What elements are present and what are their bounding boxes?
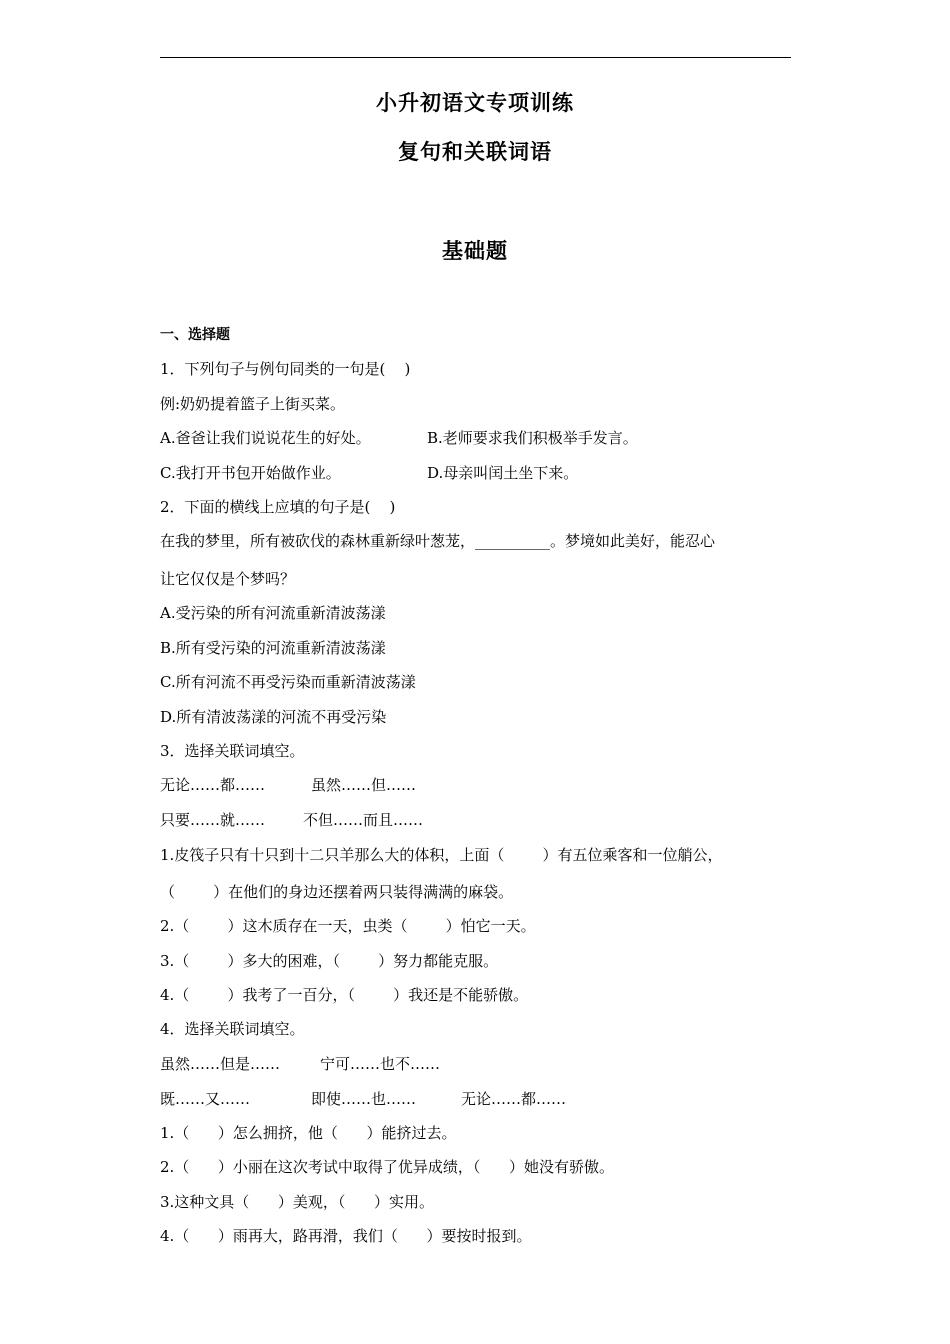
q4-words-d: 即使……也…… (311, 1090, 417, 1108)
q4-sentence-2: 2.（ ）小丽在这次考试中取得了优异成绩，（ ）她没有骄傲。 (160, 1158, 615, 1176)
q2-option-c: C.所有河流不再受污染而重新清波荡漾 (160, 673, 416, 691)
q1-stem: 1．下列句子与例句同类的一句是( ) (160, 360, 411, 378)
q1-option-a: A.爸爸让我们说说花生的好处。 (160, 429, 371, 447)
q1-option-c: C.我打开书包开始做作业。 (160, 464, 341, 482)
q3-sentence-4: 4.（ ）我考了一百分，（ ）我还是不能骄傲。 (160, 986, 529, 1004)
q4-words-c: 既……又…… (160, 1090, 251, 1108)
q3-words-b: 虽然……但…… (311, 776, 417, 794)
q2-option-a: A.受污染的所有河流重新清波荡漾 (160, 604, 386, 622)
q3-stem: 3．选择关联词填空。 (160, 742, 305, 760)
q3-words-a: 无论……都…… (160, 776, 266, 794)
q4-sentence-3: 3.这种文具（ ）美观，（ ）实用。 (160, 1193, 435, 1211)
q4-stem: 4．选择关联词填空。 (160, 1020, 305, 1038)
q3-sentence-1a: 1.皮筏子只有十只到十二只羊那么大的体积，上面（ ）有五位乘客和一位艄公， (160, 846, 723, 864)
q2-text-line2: 让它仅仅是个梦吗？ (160, 570, 296, 588)
q3-sentence-2: 2.（ ）这木质存在一天，虫类（ ）怕它一天。 (160, 917, 536, 935)
q4-words-b: 宁可……也不…… (320, 1055, 441, 1073)
header-rule (160, 57, 791, 58)
q3-sentence-1b: （ ）在他们的身边还摆着两只装得满满的麻袋。 (160, 883, 514, 901)
page-subtitle: 复句和关联词语 (398, 140, 552, 164)
section-heading: 一、选择题 (160, 327, 230, 343)
level-title: 基础题 (442, 239, 508, 263)
q3-sentence-3: 3.（ ）多大的困难，（ ）努力都能克服。 (160, 952, 499, 970)
q2-text-line1: 在我的梦里，所有被砍伐的森林重新绿叶葱茏，__________。梦境如此美好，能忍心 (160, 532, 716, 550)
page-title: 小升初语文专项训练 (376, 91, 574, 115)
q4-sentence-1: 1.（ ）怎么拥挤，他（ ）能挤过去。 (160, 1124, 457, 1142)
q3-words-d: 不但……而且…… (303, 811, 424, 829)
q2-stem: 2．下面的横线上应填的句子是( ) (160, 498, 396, 516)
q2-option-b: B.所有受污染的河流重新清波荡漾 (160, 639, 386, 657)
q4-words-a: 虽然……但是…… (160, 1055, 281, 1073)
q1-option-d: D.母亲叫闰土坐下来。 (427, 464, 579, 482)
q1-option-b: B.老师要求我们积极举手发言。 (427, 429, 638, 447)
q1-example: 例:奶奶提着篮子上街买菜。 (160, 395, 346, 413)
q3-words-c: 只要……就…… (160, 811, 266, 829)
q2-option-d: D.所有清波荡漾的河流不再受污染 (160, 708, 387, 726)
q4-sentence-4: 4.（ ）雨再大，路再滑，我们（ ）要按时报到。 (160, 1227, 532, 1245)
q4-words-e: 无论……都…… (461, 1090, 567, 1108)
